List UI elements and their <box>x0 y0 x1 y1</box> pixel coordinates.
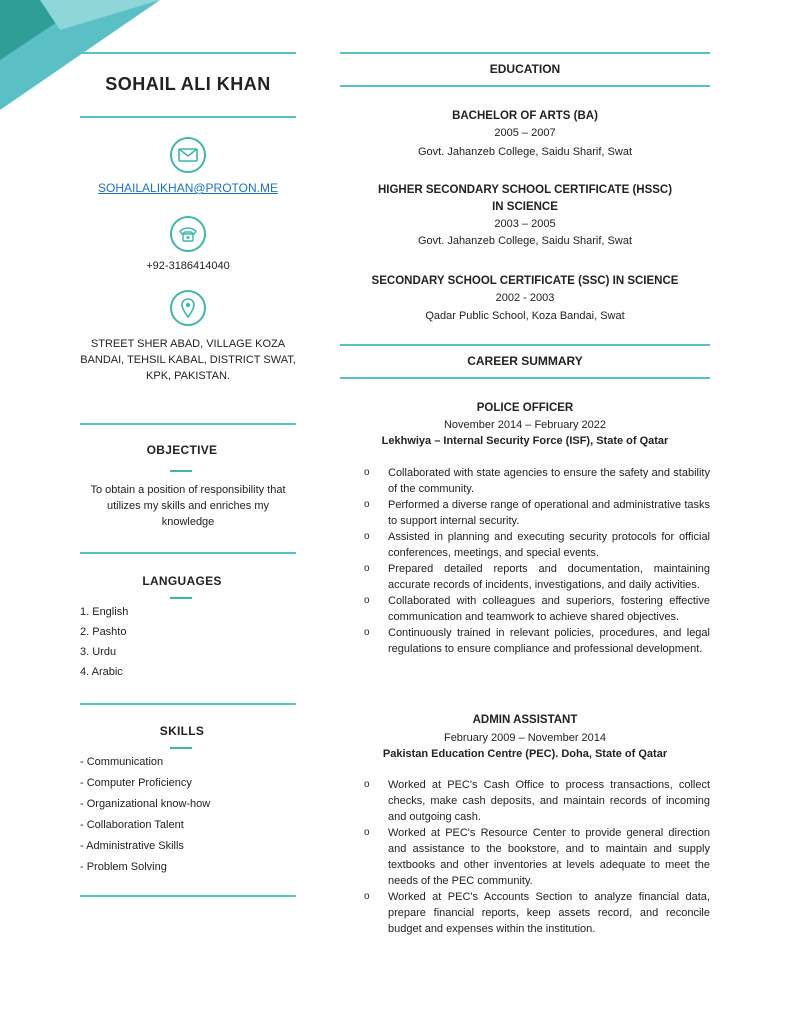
list-item: - Organizational know-how <box>80 798 211 810</box>
list-item: o Continuously trained in relevant policies, procedures, and legal regulations to ensure compliance and professional development. <box>360 625 710 657</box>
list-item: o Performed a diverse range of operational and administrative tasks to support internal security. <box>360 497 710 529</box>
phone-number: +92-3186414040 <box>146 260 230 272</box>
job-role: ADMIN ASSISTANT <box>472 714 578 726</box>
list-item: - Administrative Skills <box>80 840 184 852</box>
job-dates: November 2014 – February 2022 <box>443 419 607 431</box>
degree-years: 2005 – 2007 <box>494 127 556 139</box>
list-item: o Worked at PEC's Cash Office to process transactions, collect checks, make cash deposits, and maintain records of incoming and outgoing cash. <box>360 777 710 825</box>
career-summary-title: CAREER SUMMARY <box>467 354 583 368</box>
job-dates: February 2009 – November 2014 <box>443 732 607 744</box>
divider <box>340 377 710 379</box>
job-organization: Lekhwiya – Internal Security Force (ISF), State of Qatar <box>381 435 669 447</box>
job-role: POLICE OFFICER <box>476 402 574 414</box>
divider <box>80 423 296 425</box>
list-item: o Worked at PEC's Resource Center to provide general direction and assistance to the bookstore, and to maintain and supply textbooks and other inventories at levels adequate to meet the needs of the PEC community. <box>360 825 710 889</box>
list-item: - Communication <box>80 756 164 768</box>
job-organization: Pakistan Education Centre (PEC). Doha, State of Qatar <box>382 748 668 760</box>
applicant-name: SOHAIL ALI KHAN <box>105 74 271 94</box>
skills-title: SKILLS <box>159 724 205 738</box>
school-name: Govt. Jahanzeb College, Saidu Sharif, Swat <box>417 235 632 247</box>
divider <box>80 52 296 54</box>
degree-title: SECONDARY SCHOOL CERTIFICATE (SSC) IN SCIENCE <box>371 275 679 287</box>
list-item: o Collaborated with colleagues and superiors, fostering effective communication and teamwork to achieve shared objectives. <box>360 593 710 625</box>
phone-icon <box>170 216 206 252</box>
list-item: - Problem Solving <box>80 861 167 873</box>
objective-title: OBJECTIVE <box>146 443 218 457</box>
list-item: - Computer Proficiency <box>80 777 192 789</box>
school-name: Govt. Jahanzeb College, Saidu Sharif, Swat <box>417 146 632 158</box>
degree-title: HIGHER SECONDARY SCHOOL CERTIFICATE (HSSC) <box>377 184 673 196</box>
skills-list <box>80 752 296 878</box>
objective-text: To obtain a position of responsibility that utilizes my skills and enriches my knowledge <box>90 484 286 528</box>
list-item: 1. English <box>80 606 129 618</box>
languages-list <box>80 602 296 682</box>
title-underline <box>170 470 192 472</box>
list-item: 4. Arabic <box>80 666 123 678</box>
languages-title: LANGUAGES <box>142 574 222 588</box>
address: STREET SHER ABAD, VILLAGE KOZA BANDAI, TEHSIL KABAL, DISTRICT SWAT, KPK, PAKISTAN. <box>80 338 296 382</box>
degree-title: BACHELOR OF ARTS (BA) <box>452 110 598 122</box>
list-item: - Collaboration Talent <box>80 819 184 831</box>
location-pin-icon <box>170 290 206 326</box>
divider <box>80 703 296 705</box>
title-underline <box>170 597 192 599</box>
list-item: 2. Pashto <box>80 626 127 638</box>
degree-years: 2002 - 2003 <box>495 292 555 304</box>
title-underline <box>170 747 192 749</box>
divider <box>340 52 710 54</box>
list-item: o Collaborated with state agencies to ensure the safety and stability of the community. <box>360 465 710 497</box>
job-responsibilities <box>360 465 710 657</box>
list-item: o Assisted in planning and executing security protocols for official conferences, meetings, and special events. <box>360 529 710 561</box>
education-title: EDUCATION <box>489 62 561 76</box>
job-responsibilities <box>360 777 710 937</box>
email-link[interactable]: SOHAILALIKHAN@PROTON.ME <box>98 181 278 195</box>
degree-title-line2: IN SCIENCE <box>492 201 558 213</box>
divider <box>80 552 296 554</box>
list-item: 3. Urdu <box>80 646 117 658</box>
divider <box>80 895 296 897</box>
degree-years: 2003 – 2005 <box>494 218 556 230</box>
divider <box>340 344 710 346</box>
divider <box>80 116 296 118</box>
divider <box>340 85 710 87</box>
email-icon <box>170 137 206 173</box>
list-item: o Worked at PEC's Accounts Section to analyze financial data, prepare financial reports, keep assets record, and reconcile budget and expenses within the institution. <box>360 889 710 937</box>
list-item: o Prepared detailed reports and documentation, maintaining accurate records of incidents, investigations, and daily activities. <box>360 561 710 593</box>
school-name: Qadar Public School, Koza Bandai, Swat <box>425 310 625 322</box>
